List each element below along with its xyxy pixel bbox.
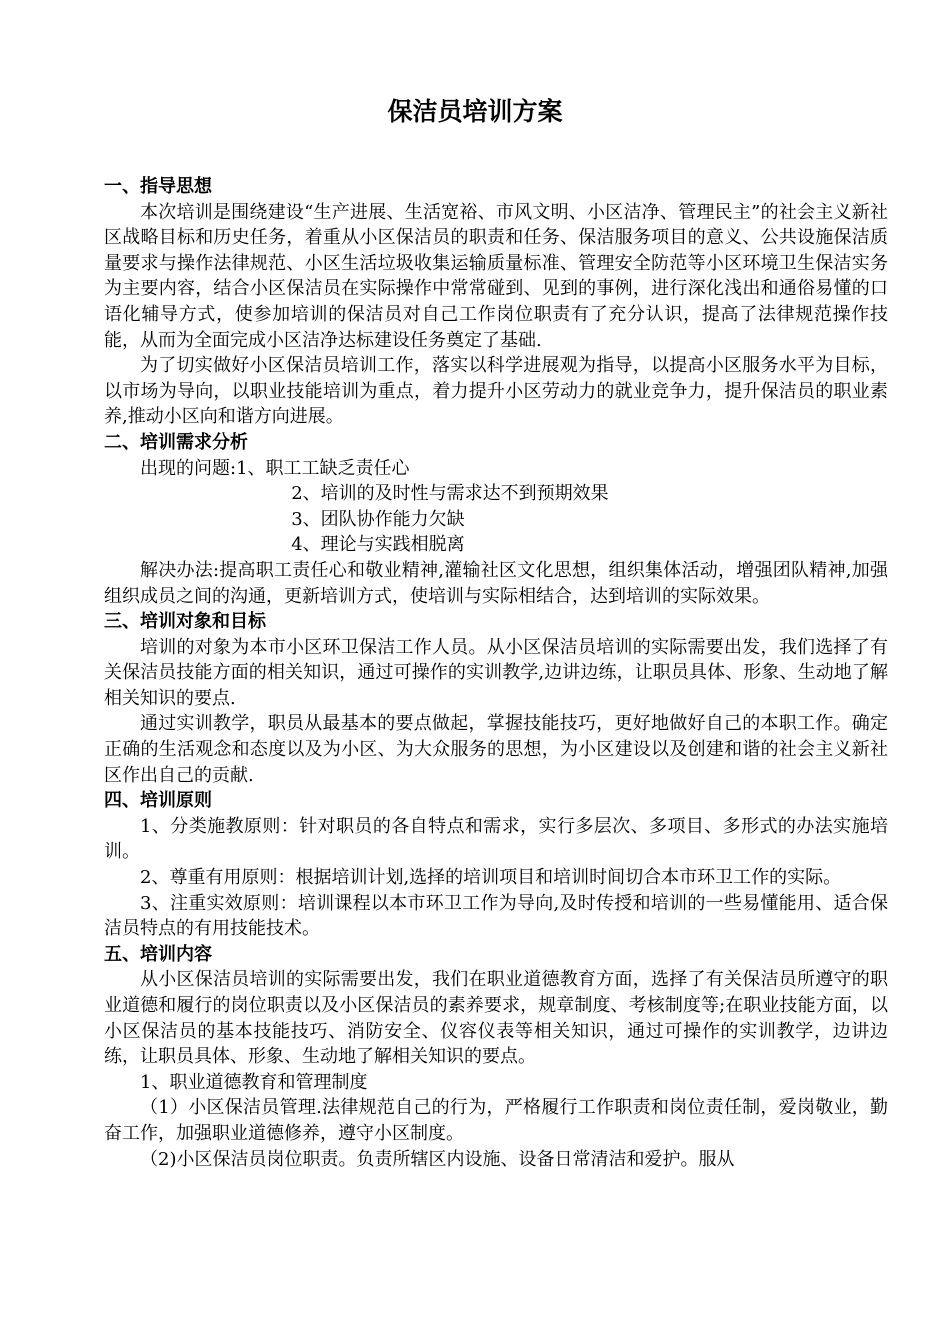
paragraph: 1、分类施教原则：针对职员的各自特点和需求，实行多层次、多项目、多形式的办法实施培训。 — [104, 815, 888, 863]
issue-item: 1、职工工缺乏责任心 — [236, 457, 410, 479]
paragraph: 本次培训是围绕建设“生产进展、生活宽裕、市风文明、小区洁净、管理民主”的社会主义新社区战略目标和历史任务，着重从小区保洁员的职责和任务、保洁服务项目的意义、公共设施保洁质量要求与操作法律规范、小区生活垃圾收集运输质量标准、管理安全防范等小区环境卫生保洁实务为主要内容，结合小区保洁员在实际操作中常常碰到、见到的事例，进行深化浅出和通俗易懂的口语化辅导方式，使参加培训的保洁员对自己工作岗位职责有了充分认识，提高了法律规范操作技能，从而为全面完成小区洁净达标建设任务奠定了基础. — [104, 201, 888, 351]
paragraph: 从小区保洁员培训的实际需要出发，我们在职业道德教育方面，选择了有关保洁员所遵守的职业道德和履行的岗位职责以及小区保洁员的素养要求，规章制度、考核制度等;在职业技能方面，以小区保洁员的基本技能技巧、消防安全、仪容仪表等相关知识，通过可操作的实训教学，边讲边练，让职员具体、形象、生动地了解相关知识的要点。 — [104, 969, 888, 1068]
section-heading-needs-analysis: 二、培训需求分析 — [104, 431, 248, 453]
issue-item: 4、理论与实践相脱离 — [291, 534, 465, 556]
list-item: 1、职业道德教育和管理制度 — [140, 1071, 368, 1093]
paragraph: 通过实训教学，职员从最基本的要点做起，掌握技能技巧，更好地做好自己的本职工作。确定正确的生活观念和态度以及为小区、为大众服务的思想，为小区建设以及创建和谐的社会主义新社区作出自己的贡献. — [104, 713, 888, 786]
section-heading-principles: 四、培训原则 — [104, 790, 212, 812]
issue-item: 2、培训的及时性与需求达不到预期效果 — [291, 483, 609, 505]
paragraph: 解决办法:提高职工责任心和敬业精神,灌输社区文化思想，组织集体活动，增强团队精神,加强组织成员之间的沟通，更新培训方式，使培训与实际相结合，达到培训的实际效果。 — [104, 559, 888, 607]
issue-item: 3、团队协作能力欠缺 — [291, 508, 465, 530]
issues-intro: 出现的问题: — [140, 457, 237, 479]
paragraph: 2、尊重有用原则：根据培训计划,选择的培训项目和培训时间切合本市环卫工作的实际。 — [140, 867, 842, 889]
paragraph: 3、注重实效原则：培训课程以本市环卫工作为导向,及时传授和培训的一些易懂能用、适合保洁员特点的有用技能技术。 — [104, 892, 888, 940]
paragraph: 为了切实做好小区保洁员培训工作，落实以科学进展观为指导，以提高小区服务水平为目标，以市场为导向，以职业技能培训为重点，着力提升小区劳动力的就业竞争力，提升保洁员的职业素养,推动小区向和谐方向进展。 — [104, 355, 888, 428]
document-body — [104, 174, 888, 1172]
paragraph: （2)小区保洁员岗位职责。负责所辖区内设施、设备日常清洁和爱护。服从 — [140, 1148, 735, 1170]
section-heading-target-goals: 三、培训对象和目标 — [104, 611, 266, 633]
paragraph: （1）小区保洁员管理.法律规范自己的行为，严格履行工作职责和岗位责任制，爱岗敬业，勤奋工作，加强职业道德修养，遵守小区制度。 — [104, 1097, 888, 1144]
issue-line — [104, 456, 888, 482]
section-heading-guiding-ideology: 一、指导思想 — [104, 176, 212, 197]
section-heading-content: 五、培训内容 — [104, 943, 212, 965]
page-title: 保洁员培训方案 — [387, 97, 563, 126]
paragraph: 培训的对象为本市小区环卫保洁工作人员。从小区保洁员培训的实际需要出发，我们选择了有关保洁员技能方面的相关知识，通过可操作的实训教学,边讲边练，让职员具体、形象、生动地了解相关知识的要点. — [104, 636, 888, 709]
